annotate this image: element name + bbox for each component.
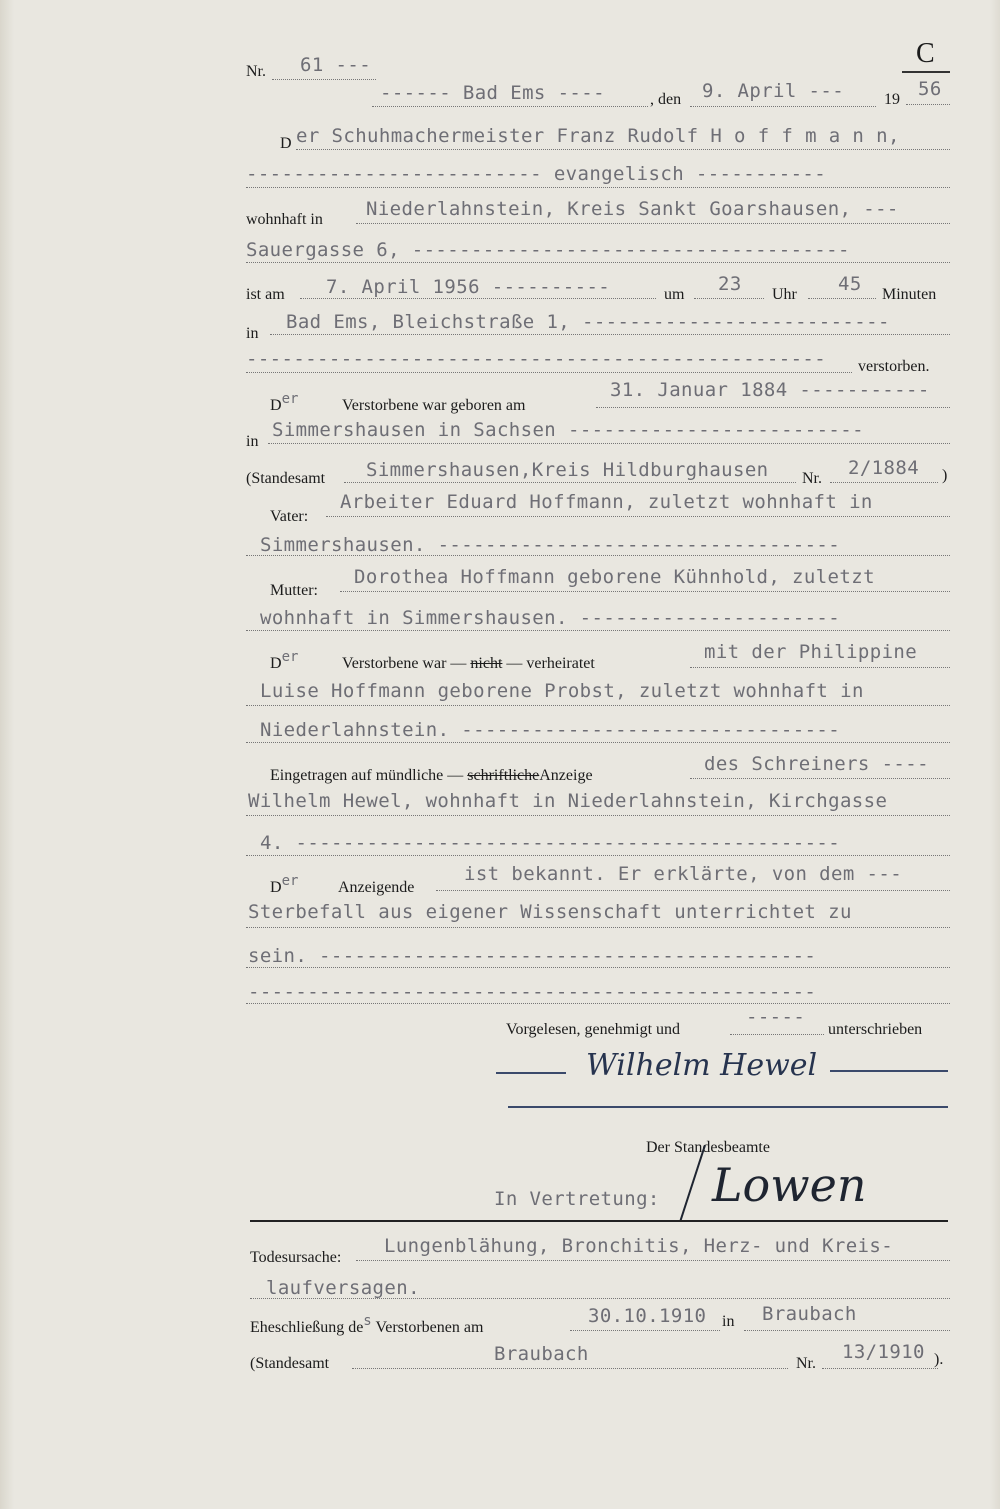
vorgelesen-dotline: [730, 1034, 824, 1035]
signature-stroke: [679, 1145, 706, 1222]
signature-dash-left: [496, 1072, 566, 1074]
informant-d-label: Der: [270, 873, 299, 896]
marriage-place-dotline: [744, 1330, 950, 1331]
signature-underline: [508, 1106, 948, 1108]
date-dotline: [690, 106, 876, 107]
in-vertretung: In Vertretung:: [494, 1188, 660, 1210]
name-dotline: [296, 149, 950, 150]
residence-dotline-2: [246, 262, 950, 263]
death-place-dotline-2: [246, 372, 852, 373]
standesbeamte-label: Der Standesbeamte: [646, 1139, 770, 1156]
minuten-label: Minuten: [882, 286, 937, 303]
marriage-date-dotline: [570, 1330, 720, 1331]
wohnhaft-label: wohnhaft in: [246, 211, 323, 228]
spouse-dotline-2: [246, 705, 950, 706]
cause-dotline-2: [250, 1298, 950, 1299]
marriage-place: Braubach: [762, 1303, 857, 1325]
death-place-1: Bad Ems, Bleichstraße 1, --------------------------: [286, 311, 890, 333]
birth-close: ): [942, 467, 948, 484]
todesursache-label: Todesursache:: [250, 1249, 342, 1266]
birth-date-dotline: [596, 407, 950, 408]
statement-dotline-3: [246, 967, 950, 968]
residence-dotline-1: [356, 223, 950, 224]
marriage-standesamt-dotline: [352, 1368, 788, 1369]
death-minute: 45: [838, 273, 862, 295]
vater-label: Vater:: [270, 508, 309, 525]
death-hour: 23: [718, 273, 742, 295]
married-label: Verstorbene war — nicht — verheiratet: [342, 655, 595, 672]
year-suffix: 56: [918, 78, 942, 100]
statement-dotline-1: [436, 890, 950, 891]
nr-label: Nr.: [246, 63, 266, 80]
death-place-dotline-1: [270, 334, 950, 335]
married-d-label: Der: [270, 649, 299, 672]
vorgelesen-label: Vorgelesen, genehmigt und: [506, 1021, 681, 1038]
religion-dotline: [246, 187, 950, 188]
informant-signature: Wilhelm Hewel: [586, 1048, 818, 1083]
signature-dash-right: [830, 1070, 948, 1072]
minute-dotline: [808, 298, 876, 299]
spouse-dotline-3: [246, 742, 950, 743]
marriage-standesamt: Braubach: [494, 1343, 589, 1365]
record-number: 61 ---: [300, 54, 372, 76]
marriage-standesamt-label: (Standesamt: [250, 1355, 330, 1372]
mother-dotline-1: [340, 591, 950, 592]
father-dotline-1: [326, 516, 950, 517]
registry-date: 9. April ---: [702, 80, 845, 102]
cause-dotline-1: [356, 1260, 950, 1261]
um-label: um: [664, 286, 685, 303]
birth-nr: 2/1884: [848, 457, 920, 479]
birth-nr-label: Nr.: [802, 470, 822, 487]
marriage-close: ).: [934, 1351, 944, 1368]
mutter-label: Mutter:: [270, 582, 318, 599]
spouse-line-3: Niederlahnstein. --------------------------------: [260, 719, 841, 741]
birth-d-label: Der: [270, 391, 299, 414]
birth-standesamt-label: (Standesamt: [246, 470, 326, 487]
birth-place-dotline: [268, 443, 950, 444]
marriage-nr-label: Nr.: [796, 1355, 816, 1372]
marriage-nr-dotline: [822, 1368, 938, 1369]
ist-am-label: ist am: [246, 286, 285, 303]
birth-date: 31. Januar 1884 -----------: [610, 379, 930, 401]
nr-dotline: [272, 79, 376, 80]
statement-line-2: Sterbefall aus eigener Wissenschaft unterrichtet zu: [248, 901, 852, 923]
mother-line-1: Dorothea Hoffmann geborene Kühnhold, zuletzt: [354, 566, 875, 588]
marriage-in-label: in: [722, 1313, 735, 1330]
spouse-dotline-1: [690, 667, 950, 668]
registry-place: ------ Bad Ems ----: [380, 82, 605, 104]
d-prefix: D: [280, 135, 292, 152]
residence-line-2: Sauergasse 6, -------------------------------------: [246, 239, 850, 261]
informant-dotline-2: [246, 815, 950, 816]
uhr-label: Uhr: [772, 286, 797, 303]
hour-dotline: [694, 298, 764, 299]
vorgelesen-fill: -----: [746, 1006, 806, 1028]
informant-line-2: Wilhelm Hewel, wohnhaft in Niederlahnstein, Kirchgasse: [248, 790, 888, 812]
page-edge-left: [0, 0, 14, 1509]
anzeigende-label: Anzeigende: [338, 879, 415, 896]
year-prefix: 19: [884, 91, 900, 108]
religion: ------------------------- evangelisch -----------: [246, 163, 827, 185]
statement-dotline-2: [246, 927, 950, 928]
marriage-nr: 13/1910: [842, 1341, 925, 1363]
father-line-1: Arbeiter Eduard Hoffmann, zuletzt wohnhaft in: [340, 491, 873, 513]
death-date: 7. April 1956 ----------: [326, 276, 611, 298]
birth-place: Simmershausen in Sachsen -------------------------: [272, 419, 864, 441]
birth-label: Verstorbene war geboren am: [342, 397, 526, 414]
cause-line-2: laufversagen.: [266, 1277, 420, 1299]
informant-line-1: des Schreiners ----: [704, 753, 929, 775]
death-place-2: -------------------------------------------------: [246, 348, 827, 370]
father-line-2: Simmershausen. ----------------------------------: [260, 534, 841, 556]
spouse-line-2: Luise Hoffmann geborene Probst, zuletzt wohnhaft in: [260, 680, 864, 702]
cause-line-1: Lungenblähung, Bronchitis, Herz- und Kreis-: [384, 1235, 894, 1257]
year-dotline: [906, 104, 950, 105]
mother-dotline-2: [246, 630, 950, 631]
marriage-date: 30.10.1910: [588, 1305, 707, 1327]
informant-line-3: 4. ----------------------------------------------: [260, 832, 841, 854]
registration-label: Eingetragen auf mündliche — schriftlicheAnzeige: [270, 767, 593, 784]
statement-line-3: sein. ------------------------------------------: [248, 945, 817, 967]
statement-line-4: ------------------------------------------------: [248, 981, 817, 1003]
spouse-line-1: mit der Philippine: [704, 641, 918, 663]
unterschrieben-label: unterschrieben: [828, 1021, 923, 1038]
birth-standesamt: Simmershausen,Kreis Hildburghausen: [366, 459, 769, 481]
informant-dotline-1: [690, 778, 950, 779]
official-signature: Lowen: [712, 1158, 867, 1212]
birth-standesamt-dotline: [344, 482, 796, 483]
death-date-dotline: [300, 298, 656, 299]
statement-line-1: ist bekannt. Er erklärte, von dem ---: [464, 863, 903, 885]
residence-line-1: Niederlahnstein, Kreis Sankt Goarshausen, ---: [366, 198, 899, 220]
birth-nr-dotline: [830, 482, 938, 483]
informant-dotline-3: [246, 855, 950, 856]
register-letter: C: [916, 38, 935, 69]
deceased-name: er Schuhmachermeister Franz Rudolf H o f f m a n n,: [296, 125, 900, 147]
letter-underline: [902, 71, 950, 73]
page-edge-right: [990, 0, 1000, 1509]
father-dotline-2: [246, 555, 950, 556]
eheschliessung-label: Eheschließung des Verstorbenen am: [250, 1313, 484, 1336]
mother-line-2: wohnhaft in Simmershausen. ----------------------: [260, 607, 841, 629]
place-dotline: [372, 106, 648, 107]
statement-dotline-4: [246, 1003, 950, 1004]
footer-divider: [250, 1220, 948, 1222]
in-label: in: [246, 325, 259, 342]
birth-in-label: in: [246, 433, 259, 450]
den-label: , den: [650, 91, 682, 108]
verstorben-label: verstorben.: [858, 358, 930, 375]
